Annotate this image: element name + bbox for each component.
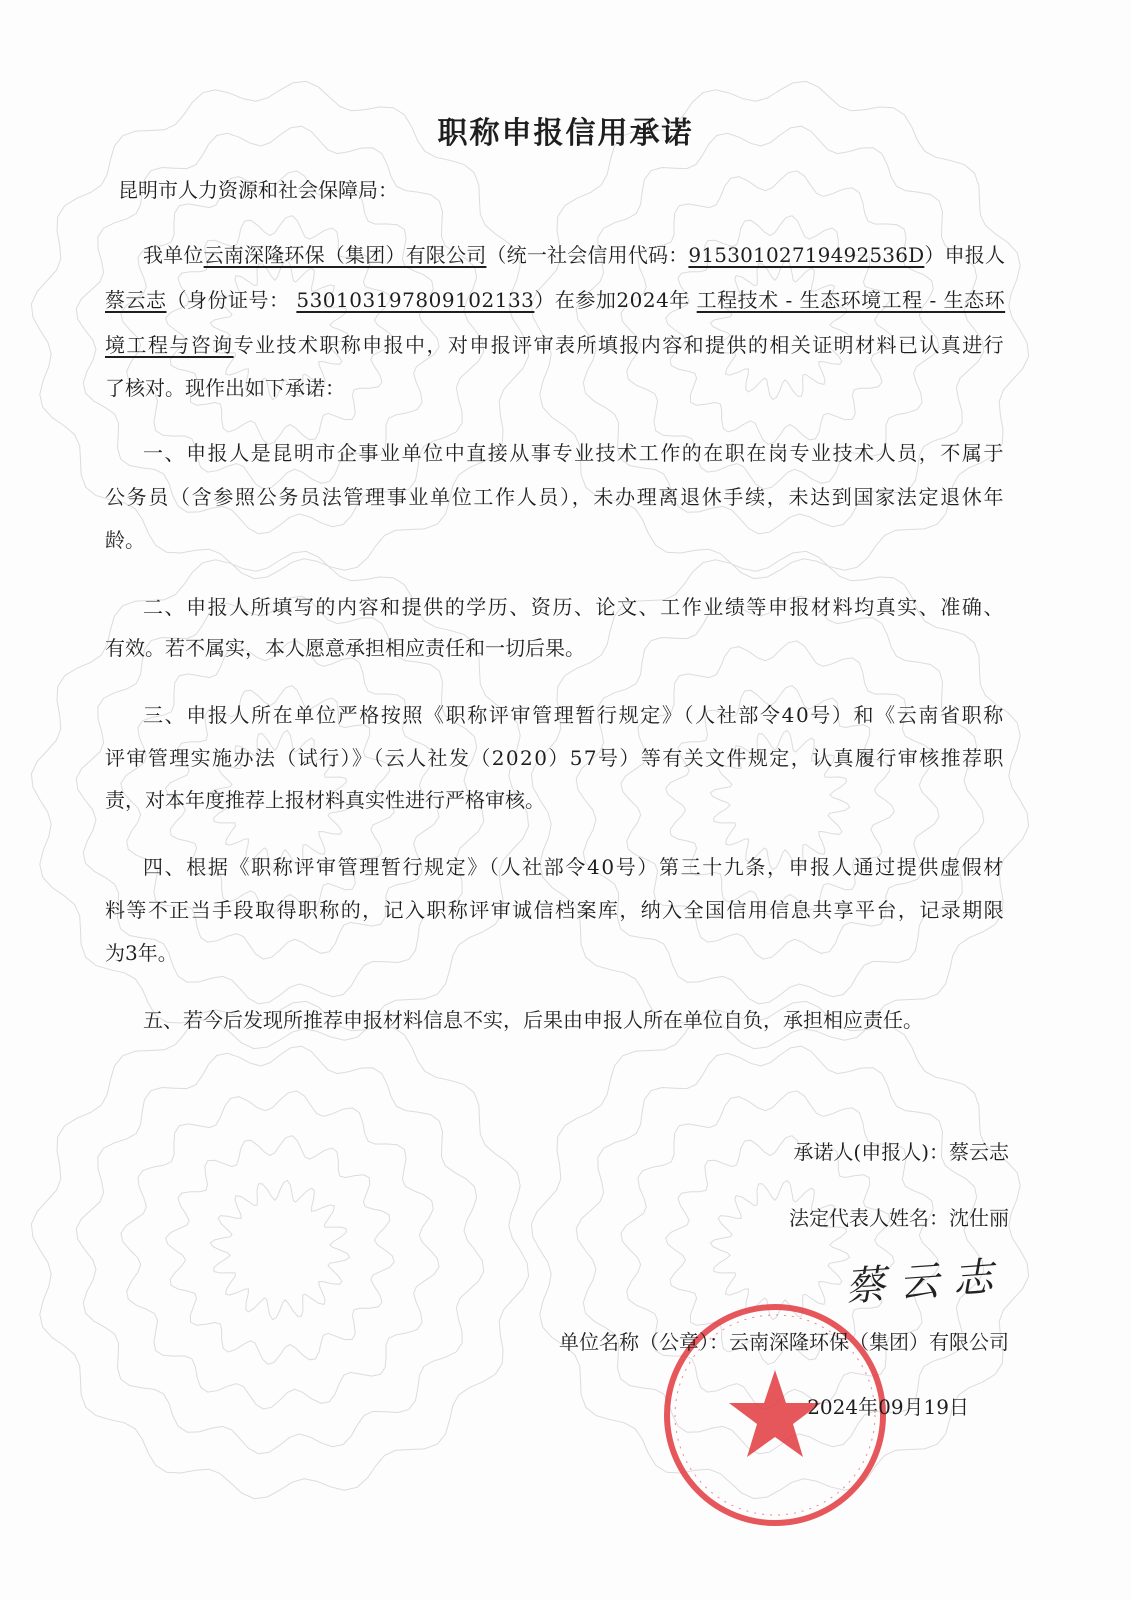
paragraph-1-line: [105, 374, 345, 402]
paragraph-3-line: 有效。若不属实，本人愿意承担相应责任和一切后果。: [105, 636, 585, 660]
text-segment: ）在参加2024年: [534, 288, 697, 312]
paragraph-5-line: 料等不正当手段取得职称的，记入职称评审诚信档案库，纳入全国信用信息共享平台，记录期限: [105, 898, 1006, 922]
legal-representative-line: 法定代表人姓名：沈仕丽: [789, 1206, 1009, 1230]
paragraph-1-line: [143, 241, 1005, 269]
paragraph-3-line: 二、申报人所填写的内容和提供的学历、资历、论文、工作业绩等申报材料均真实、准确、: [143, 595, 1005, 619]
watermark-rosette: [531, 551, 1028, 1048]
unit-name-line: 单位名称（公章）：云南深隆环保（集团）有限公司: [559, 1330, 1009, 1354]
date: 2024年09月19日: [807, 1395, 969, 1419]
filled-field: 云南深隆环保（集团）有限公司: [203, 243, 487, 267]
paragraph-4-line: 评审管理实施办法（试行）》（云人社发（2020）57号）等有关文件规定，认真履行审核推荐职: [105, 746, 1005, 770]
text-segment: ）申报人: [924, 243, 1006, 267]
text-segment: 了核对。现作出如下承诺：: [105, 376, 345, 400]
paragraph-4-line: 三、申报人所在单位严格按照《职称评审管理暂行规定》（人社部令40号）和《云南省职称: [143, 703, 1005, 727]
handwritten-signature: 蔡云志: [843, 1253, 1009, 1311]
paragraph-1-line: [105, 286, 1005, 314]
paragraph-5-line: 为3年。: [105, 941, 178, 965]
filled-field: 530103197809102133: [296, 288, 535, 312]
text-segment: 专业技术职称申报中，对申报评审表所填报内容和提供的相关证明材料已认真进行: [233, 333, 1006, 357]
promisor-line: 承诺人(申报人)：蔡云志: [793, 1140, 1009, 1164]
filled-field: 工程技术 - 生态环境工程 - 生态环: [696, 288, 1006, 312]
paragraph-2-line: 龄。: [105, 528, 145, 552]
page-title: 职称申报信用承诺: [437, 116, 694, 151]
paragraph-2-line: 一、申报人是昆明市企事业单位中直接从事专业技术工作的在职在岗专业技术人员，不属于: [143, 441, 1005, 465]
paragraph-1-line: [105, 331, 1005, 359]
text-segment: 我单位: [143, 243, 204, 267]
filled-field: 91530102719492536D: [688, 243, 925, 267]
text-segment: （统一社会信用代码：: [486, 243, 689, 267]
paragraph-4-line: 责，对本年度推荐上报材料真实性进行严格审核。: [105, 788, 545, 812]
paragraph-2-line: 公务员（含参照公务员法管理事业单位工作人员），未办理离退休手续，未达到国家法定退休年: [105, 485, 1006, 509]
filled-field: 境工程与咨询: [105, 333, 234, 357]
paragraph-6-line: 五、若今后发现所推荐申报材料信息不实，后果由申报人所在单位自负，承担相应责任。: [143, 1008, 923, 1032]
text-segment: （身份证号：: [166, 288, 297, 312]
addressee: 昆明市人力资源和社会保障局：: [118, 178, 398, 202]
watermark-rosette: [31, 1001, 528, 1498]
paragraph-5-line: 四、根据《职称评审管理暂行规定》（人社部令40号）第三十九条，申报人通过提供虚假材: [143, 855, 1005, 879]
filled-field: 蔡云志: [105, 288, 167, 312]
